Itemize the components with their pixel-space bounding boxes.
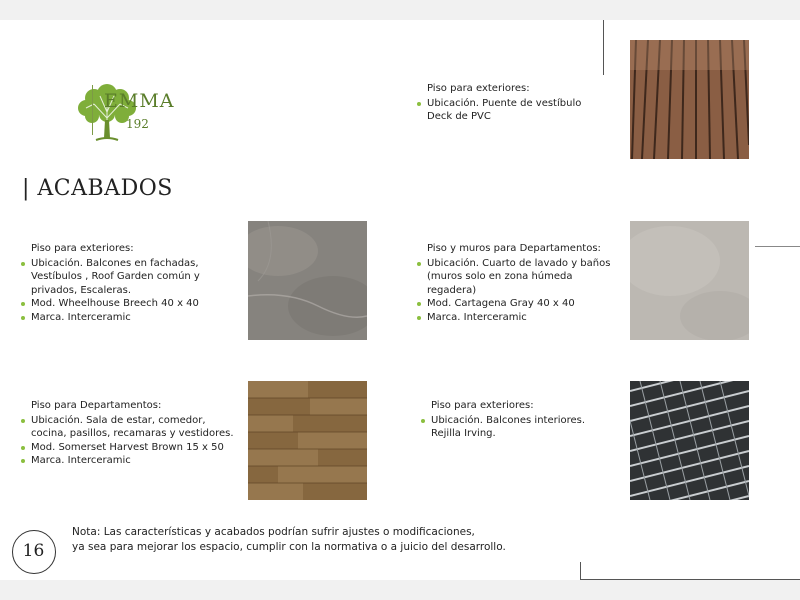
- item-bullet: Ubicación. Puente de vestíbulo: [416, 97, 606, 111]
- page-number: 16: [22, 541, 45, 561]
- item-heading: Piso y muros para Departamentos:: [427, 243, 601, 254]
- disclaimer-note: [72, 525, 506, 555]
- swatch-light-gray-tile: [630, 221, 749, 340]
- top-band: [0, 0, 800, 20]
- item-heading: Piso para exteriores:: [431, 400, 534, 411]
- item-bullet: Ubicación. Balcones interiores.: [420, 414, 610, 428]
- item-bullet: Ubicación. Cuarto de lavado y baños (muros solo en zona húmeda regadera): [416, 257, 616, 298]
- finish-item-gray-stone: [20, 242, 215, 324]
- page-number-badge: [12, 530, 56, 574]
- swatch-metal-grating: [630, 381, 749, 500]
- logo-divider: [92, 85, 93, 135]
- item-bullet: Marca. Interceramic: [20, 454, 235, 468]
- finish-item-light-gray-tile: [416, 242, 616, 324]
- divider-horizontal-right: [755, 246, 800, 247]
- item-bullet: Mod. Cartagena Gray 40 x 40: [416, 297, 616, 311]
- note-line-2: ya sea para mejorar los espacio, cumplir con la normativa o a juicio del desarrollo.: [72, 541, 506, 553]
- item-bullet: Marca. Interceramic: [416, 311, 616, 325]
- item-bullet: Ubicación. Balcones en fachadas, Vestíbulos , Roof Garden común y privados, Escaleras.: [20, 257, 215, 298]
- swatch-wood-deck: [630, 40, 749, 159]
- divider-horizontal-bottom: [580, 579, 800, 580]
- item-heading: Piso para exteriores:: [427, 83, 530, 94]
- item-extra: Deck de PVC: [427, 111, 491, 122]
- finish-item-deck: [416, 82, 606, 124]
- item-bullet: Mod. Somerset Harvest Brown 15 x 50: [20, 441, 235, 455]
- logo-name: EMMA: [104, 90, 175, 112]
- finish-item-wood-plank: [20, 399, 235, 468]
- section-title: | ACABADOS: [22, 176, 173, 201]
- swatch-gray-stone: [248, 221, 367, 340]
- finish-item-metal-grating: [420, 399, 610, 441]
- logo-number: 192: [126, 117, 149, 131]
- bottom-band: [0, 580, 800, 600]
- item-heading: Piso para Departamentos:: [31, 400, 162, 411]
- item-heading: Piso para exteriores:: [31, 243, 134, 254]
- divider-vertical-bottom: [580, 562, 581, 580]
- divider-vertical-top: [603, 20, 604, 75]
- note-line-1: Nota: Las características y acabados podrían sufrir ajustes o modificaciones,: [72, 526, 475, 538]
- item-bullet: Marca. Interceramic: [20, 311, 215, 325]
- item-bullet: Ubicación. Sala de estar, comedor, cocina, pasillos, recamaras y vestidores.: [20, 414, 235, 441]
- swatch-wood-plank: [248, 381, 367, 500]
- item-extra: Rejilla Irving.: [431, 428, 496, 439]
- item-bullet: Mod. Wheelhouse Breech 40 x 40: [20, 297, 215, 311]
